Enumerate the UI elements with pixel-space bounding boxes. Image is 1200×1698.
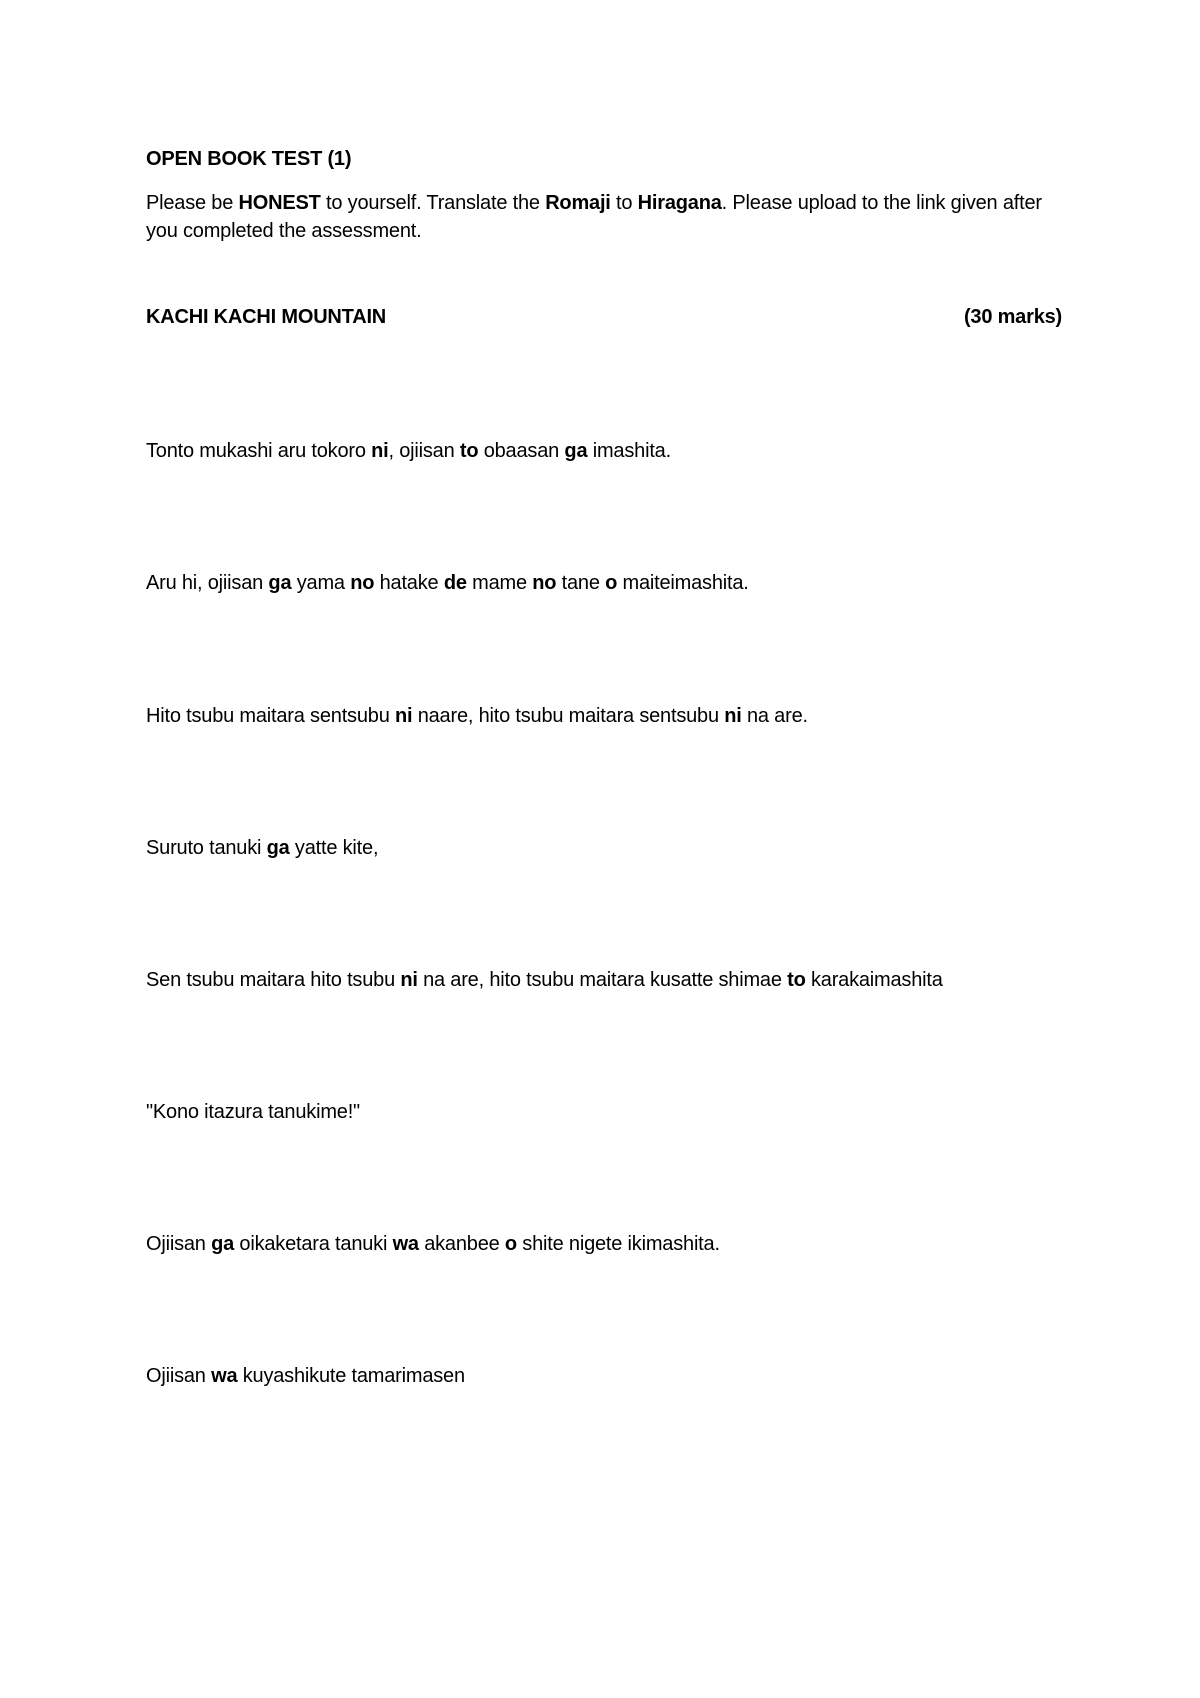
sentence-text: Ojiisan — [146, 1365, 212, 1387]
particle: ga — [268, 572, 292, 594]
sentence-text: yama — [291, 572, 351, 594]
section-marks: (30 marks) — [963, 306, 1062, 328]
particle: ni — [400, 969, 418, 991]
instructions-text: Please be — [146, 192, 239, 214]
instructions-paragraph — [146, 189, 1066, 245]
sentence-1 — [146, 437, 671, 465]
particle: o — [605, 572, 618, 594]
instructions-bold-hiragana: Hiragana — [637, 192, 722, 214]
sentence-8 — [146, 1362, 465, 1390]
sentence-text: Hito tsubu maitara sentsubu — [146, 705, 395, 727]
sentence-text: hatake — [374, 572, 444, 594]
instructions-bold-romaji: Romaji — [545, 192, 611, 214]
instructions-text: to yourself. Translate the — [320, 192, 546, 214]
instructions-bold-honest: HONEST — [238, 192, 321, 214]
sentence-text: yatte kite, — [289, 837, 379, 859]
sentence-text: na are. — [741, 705, 808, 727]
sentence-6 — [146, 1098, 360, 1126]
particle: ga — [564, 440, 588, 462]
sentence-text: Sen tsubu maitara hito tsubu — [146, 969, 401, 991]
particle: ga — [266, 837, 290, 859]
section-heading — [146, 303, 1062, 331]
particle: wa — [211, 1365, 238, 1387]
sentence-text: Tonto mukashi aru tokoro — [146, 440, 372, 462]
instructions-text: to — [610, 192, 638, 214]
particle: ga — [211, 1233, 235, 1255]
sentence-text: maiteimashita. — [617, 572, 749, 594]
sentence-text: oikaketara tanuki — [234, 1233, 393, 1255]
sentence-3 — [146, 702, 808, 730]
sentence-2 — [146, 569, 749, 597]
particle: ni — [724, 705, 742, 727]
sentence-text: shite nigete ikimashita. — [516, 1233, 720, 1255]
sentence-5 — [146, 966, 943, 994]
sentence-text: Ojiisan — [146, 1233, 212, 1255]
sentence-text: kuyashikute tamarimasen — [237, 1365, 465, 1387]
sentence-text: imashita. — [587, 440, 671, 462]
particle: ni — [371, 440, 389, 462]
instructions-text: . Please upload to the link given after you completed the assessment. — [146, 192, 1042, 242]
sentence-text: Suruto tanuki — [146, 837, 267, 859]
particle: no — [532, 572, 557, 594]
section-title: KACHI KACHI MOUNTAIN — [146, 306, 387, 328]
sentence-text: naare, hito tsubu maitara sentsubu — [412, 705, 725, 727]
sentence-text: obaasan — [478, 440, 565, 462]
sentence-text: Aru hi, ojiisan — [146, 572, 269, 594]
particle: ni — [394, 705, 413, 727]
sentence-7 — [146, 1230, 720, 1258]
test-title: OPEN BOOK TEST (1) — [146, 148, 352, 170]
sentence-text: , ojiisan — [388, 440, 460, 462]
sentence-text: na are, hito tsubu maitara kusatte shimae — [417, 969, 788, 991]
particle: de — [443, 572, 467, 594]
sentence-text: tane — [556, 572, 606, 594]
particle: wa — [392, 1233, 419, 1255]
particle: to — [787, 969, 806, 991]
particle: o — [504, 1233, 517, 1255]
sentence-text: "Kono itazura tanukime!" — [146, 1101, 360, 1123]
particle: no — [350, 572, 375, 594]
sentence-text: mame — [466, 572, 533, 594]
sentence-4 — [146, 834, 378, 862]
sentence-text: karakaimashita — [805, 969, 943, 991]
sentence-text: akanbee — [418, 1233, 505, 1255]
particle: to — [459, 440, 479, 462]
